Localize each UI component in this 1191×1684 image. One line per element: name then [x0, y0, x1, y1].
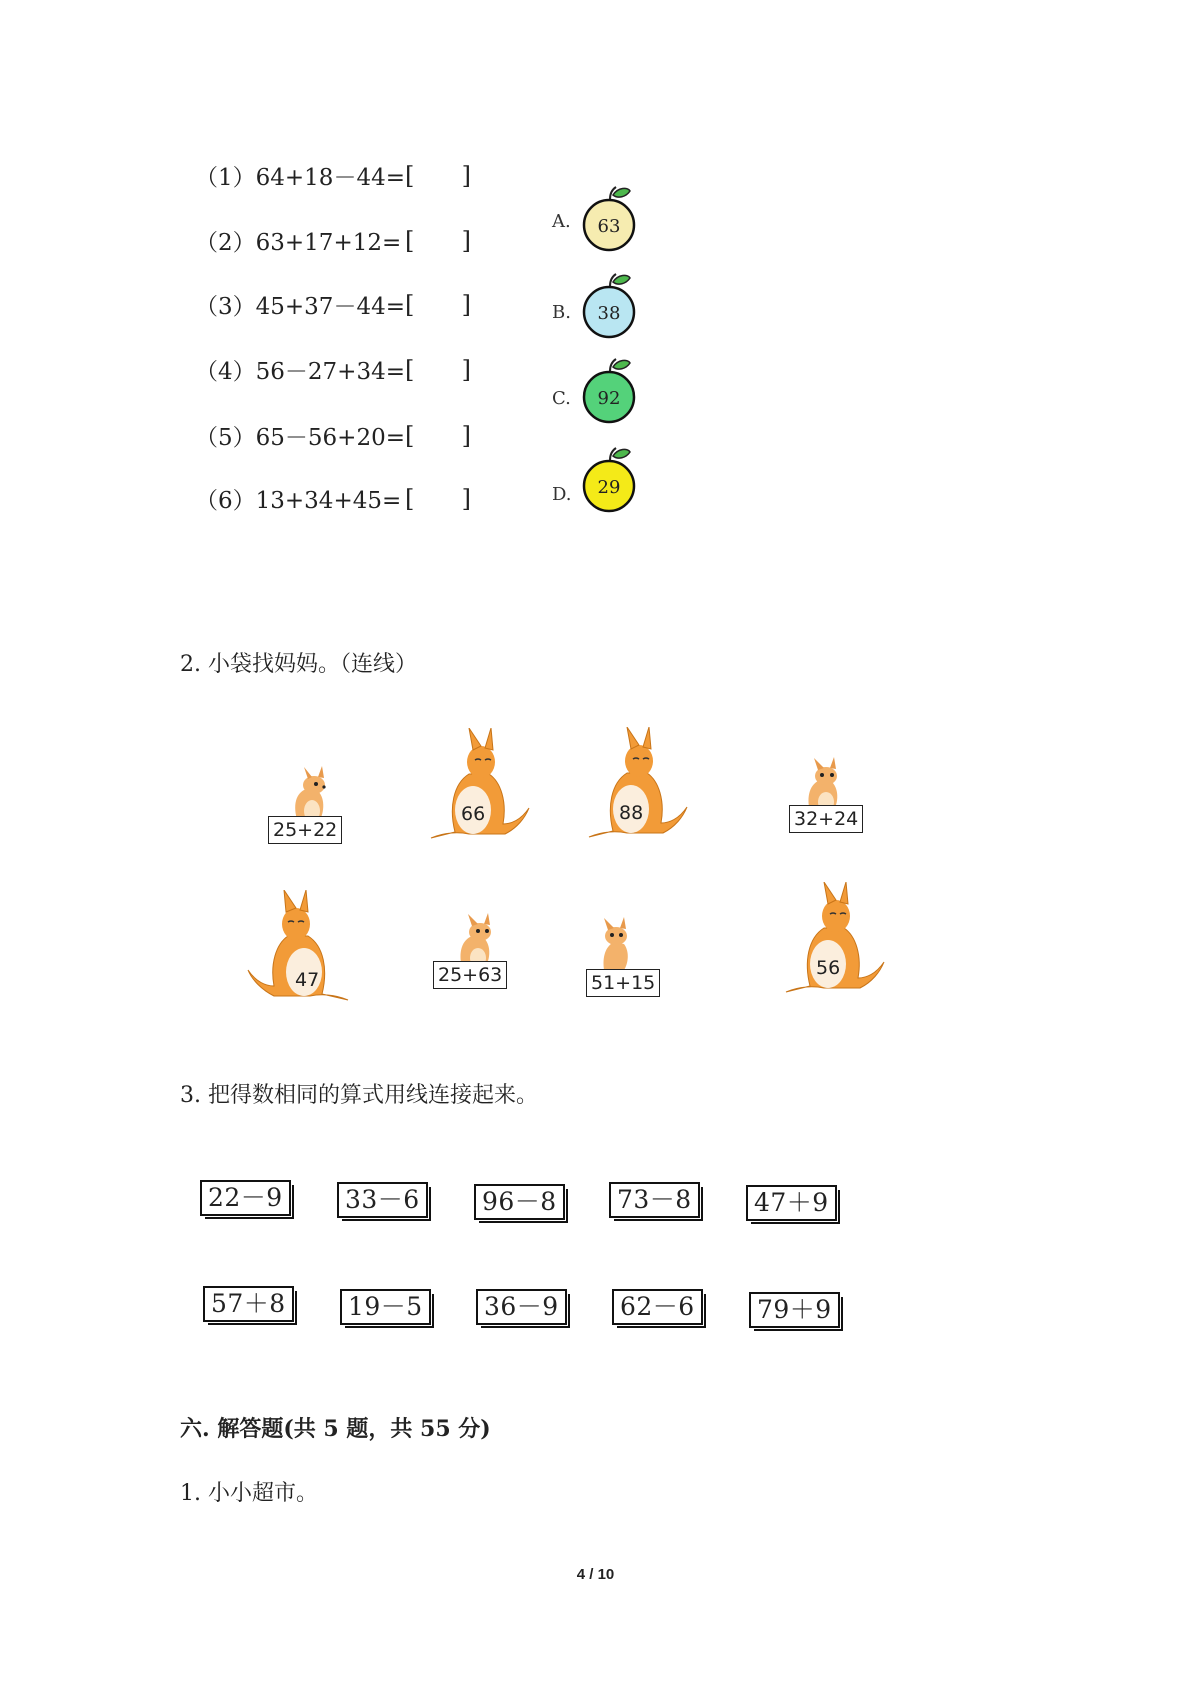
apple-icon[interactable] — [580, 446, 640, 514]
equation-text: （2）63+17+12= — [195, 230, 402, 256]
svg-text:38: 38 — [597, 303, 621, 324]
answer-bracket[interactable]: [ ] — [405, 226, 471, 255]
expression-box[interactable]: 22－9 — [200, 1180, 291, 1216]
svg-text:92: 92 — [597, 388, 621, 409]
equation-row — [195, 482, 471, 515]
problem-3-title: 3. 把得数相同的算式用线连接起来。 — [180, 1083, 538, 1108]
section-6-title: 六. 解答题(共 5 题，共 55 分) — [180, 1416, 491, 1442]
mother-kangaroo-icon[interactable] — [242, 890, 352, 1005]
mother-kangaroo-icon[interactable] — [583, 727, 693, 842]
apple-icon[interactable] — [580, 357, 640, 425]
expression-box[interactable]: 57＋8 — [203, 1286, 294, 1322]
equation-row — [195, 288, 471, 321]
option-letter: D. — [552, 484, 572, 505]
expression-box[interactable]: 33－6 — [337, 1182, 428, 1218]
answer-bracket[interactable]: [ ] — [405, 290, 471, 319]
page-number: 4 / 10 — [576, 1566, 615, 1583]
baby-kangaroo-label[interactable]: 32+24 — [789, 805, 863, 833]
option-letter: A. — [552, 211, 571, 232]
pouch-number: 56 — [816, 957, 841, 979]
question-1-text: 1. 小小超市。 — [180, 1481, 318, 1506]
pouch-number: 47 — [295, 969, 320, 991]
expression-box[interactable]: 96－8 — [474, 1184, 565, 1220]
expression-box[interactable]: 19－5 — [340, 1289, 431, 1325]
mother-kangaroo-icon[interactable] — [425, 728, 535, 843]
equation-text: （3）45+37－44= — [195, 294, 405, 320]
expression-box[interactable]: 79＋9 — [749, 1292, 840, 1328]
apple-icon[interactable] — [580, 185, 640, 253]
equation-row — [195, 224, 471, 257]
svg-text:63: 63 — [597, 216, 621, 237]
pouch-number: 66 — [461, 803, 486, 825]
option-letter: C. — [552, 388, 571, 409]
answer-bracket[interactable]: [ ] — [405, 484, 471, 513]
expression-box[interactable]: 73－8 — [609, 1182, 700, 1218]
equation-text: （4）56－27+34= — [195, 359, 405, 385]
equation-text: （6）13+34+45= — [195, 488, 402, 514]
equation-text: （1）64+18－44= — [195, 165, 405, 191]
problem-2-title: 2. 小袋找妈妈。（连线） — [180, 652, 417, 677]
equation-row — [195, 353, 471, 386]
expression-box[interactable]: 62－6 — [612, 1289, 703, 1325]
expression-box[interactable]: 36－9 — [476, 1289, 567, 1325]
equation-text: （5）65－56+20= — [195, 425, 405, 451]
equation-row — [195, 419, 471, 452]
equation-row — [195, 159, 471, 192]
baby-kangaroo-label[interactable]: 51+15 — [586, 969, 660, 997]
option-letter: B. — [552, 302, 571, 323]
answer-bracket[interactable]: [ ] — [405, 355, 471, 384]
svg-text:29: 29 — [597, 477, 621, 498]
apple-icon[interactable] — [580, 272, 640, 340]
answer-bracket[interactable]: [ ] — [405, 161, 471, 190]
pouch-number: 88 — [619, 802, 644, 824]
expression-box[interactable]: 47＋9 — [746, 1185, 837, 1221]
answer-bracket[interactable]: [ ] — [405, 421, 471, 450]
baby-kangaroo-label[interactable]: 25+63 — [433, 961, 507, 989]
mother-kangaroo-icon[interactable] — [780, 882, 890, 997]
baby-kangaroo-icon — [588, 916, 644, 972]
baby-kangaroo-label[interactable]: 25+22 — [268, 816, 342, 844]
